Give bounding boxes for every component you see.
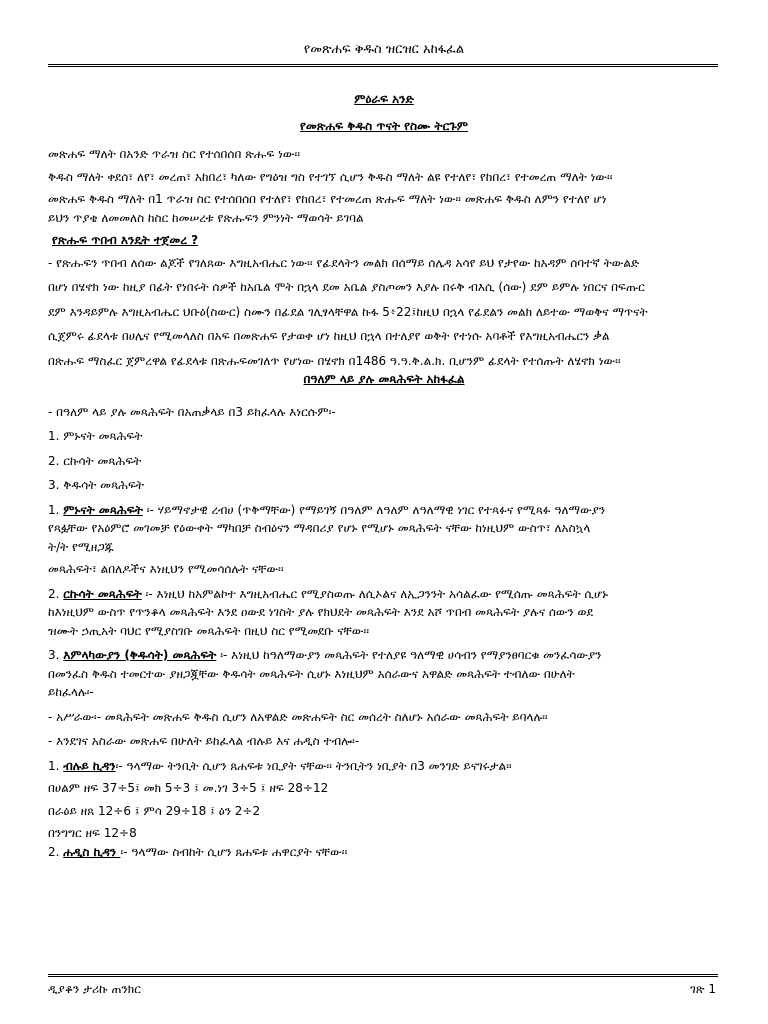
paragraph-line: በሆነ በሄኖክ ነው ከዚያ በፊት የነበሩት ሰዎች ከአቤል ሞት በኋላ ደመ አቤል ያስጦመን እያሉ በሩቅ ብእሲ (ሰው) ደም ይምሉ ነበርና በፍጡር [48,280,645,294]
item-number: 1. [48,758,64,773]
item-term: ርኩሳት መጻሕፍት [63,586,142,601]
definition-bible-line-2: ይህን ጥያቄ ለመመለስ ከስር ከመሠረቱ የጽሑፍን ምንነት ማወሳት ይገባል [48,210,364,225]
footer-page-number: ገጽ 1 [690,982,716,996]
writing-origin-paragraph [48,254,720,371]
item1-line-1 [48,501,720,520]
writing-origin-title: የጽሑፍ ጥበብ እንዴት ተጀመረ ? [52,233,199,247]
old-testament-line [48,757,720,776]
definition-bible-line-1: መጽሐፍ ቅዱስ ማለት በ1 ጥራዝ ስር የተሰበሰበ የተለየ፣ የከበረ፣ የተመረጠ ጽሑፍ ማለት ነው፡፡ መጽሐፍ ቅዱስ ለምን የተለየ ሆነ [48,192,607,206]
item-number: 1. [48,502,64,517]
item1-line-2: የጻፏቸው የአዕምሮ መገመቻ የዕውቀት ማካበቻ ስብዕናን ማዳበሪያ የሆኑ የሚሆኑ መጻሕፍት ናቸው ከነዚህም ውስጥ፣ ለአስኳላ [48,521,591,535]
item-text: ፡- እነዚህ ከዓለማውያን መጻሕፍት የተለያዩ ዓለማዊ ሀሳብን የማያንፀባርቁ መንፈሳውያን [216,648,602,662]
paragraph-line: ሲጀምሩ ፊደላቱ በሀሌና የሚመላለስ በአፍ በመጽሐፍ የታወቀ ሆነ ከዚህ በኋላ በተለያየ ወቅት የተነሱ አባቶች የእግዚአብሔርን ቃል [48,329,610,343]
list-item: 3. ቅዱሳት መጻሕፍት [48,478,144,492]
item2-line-1 [48,585,720,604]
scripture-reference: በሀልም ዘፍ 37÷5፤ መክ 5÷3 ፤ መ.ነገ 3÷5 ፤ ዘፍ 28÷12 [48,781,329,795]
section-title: የመጽሐፍ ቅዱስ ጥናት የስሙ ትርጉም [300,118,468,133]
footer-divider [48,974,718,977]
definition-book: መጽሐፍ ማለት በአንድ ጥራዝ ስር የተሰበሰበ ጽሑፍ ነው፡፡ [48,147,301,161]
item-term: እምላካውያን (ቅዱሳት) መጻሕፍት [63,648,217,662]
asrau-paragraph: - አሥራው፡- መጻሕፍት መጽሐፍ ቅዱስ ሲሆን ለአዋልድ መጽሐፍት ስር መሰረት ስለሆኑ አሰራው መጻሕፍት ይባላሉ፡፡ [48,709,548,724]
chapter-title: ምዕራፍ አንድ [354,92,414,106]
new-testament-line [48,843,720,862]
header-divider [48,64,718,67]
item-text: ፡- ዓላማው ስብከት ሲሆን ጸሐፍቱ ሐዋርያት ናቸው፡፡ [120,844,348,859]
list-item: 2. ርኩሳት መጻሕፍት [48,453,142,468]
item3-line-3: ይከፈላሉ፡- [48,685,94,699]
list-item: 1. ምኑናት መጻሕፍት [48,429,143,443]
paragraph-line: በጽሑፍ ማስፈር ጀምረዋል የፊደላቱ በጽሑፍመገለጥ የሆነው በሄኖክ በ1486 ዓ.ዓ.ቅ.ል.ክ. ቢሆንም ፊደላት የተሰጡት ለሄኖክ ነው፡፡ [48,353,621,368]
item-term: ሐዲስ ኪዳን [63,844,121,859]
item3-line-2: በመንፈስ ቅዱስ ተመርተው ያዘጋጇቸው ቅዱሳት መጻሕፍት ሲሆኑ እነዚህም አሰራውና አዋልድ መጻሕፍት ተብለው በሁለት [48,666,575,681]
books-division-title: በዓለም ላይ ያሉ መጻሕፍት አከፋፈል [303,372,465,386]
scripture-reference: በራዕይ ዘጸ 12÷6 ፤ ምሳ 29÷18 ፤ ዕን 2÷2 [48,803,261,818]
item-number: 3. [48,648,64,662]
item-term: ብሉይ ኪዳን [63,758,116,773]
page-header-title: የመጽሐፍ ቅዱስ ዝርዝር አከፋፈል [303,42,465,57]
item-text: ፡- እነዚህ ከአምልኮተ እግዚአብሔር የሚያስወጡ ለሲኦልና ለኢጋንንት አሳልፈው የሚሰጡ መጻሕፍት ሲሆኑ [141,586,609,601]
paragraph-line: ደም እንዳይምሉ እግዚአብሔር ህቡዕ(ስውር) ስሙን በፊደል ገሊፃላቸዋል ኩፋ 5፥22፤ከዚህ በኋላ የፊደልን መልክ ለይተው ማወቅና ማጥናት [48,304,648,319]
item2-line-3: ዝሙት ኃጢአት ባህር የሚያስገቡ መጻሕፍት በዚህ ስር የሚመደቡ ናቸው፡፡ [48,623,370,638]
paragraph-line: - የጽሑፍን ጥበብ ለሰው ልጆች የገለጸው እግዚአብሔር ነው፡፡ የፊደላትን መልክ በሰማይ ሰሌዳ አሳየ ይህ የታየው ከአዳም ሰባተኛ ትውልድ [48,255,640,270]
item3-line-1 [48,646,720,665]
item-term: ምኑናት መጻሕፍት [63,502,143,517]
item-text: ፡- ዓላማው ትንቢት ሲሆን ጸሐፍቱ ነቢያት ናቸው፡፡ ትንቢትን ነቢያት በ3 መንገድ ይናገሩታል፡፡ [115,758,512,773]
item-number: 2. [48,844,64,859]
testament-division: - እንደገና አስራው መጽሐፍ በሁለት ይከፈላል ብሉይ እና ሐዲስ ተብሎ፡- [48,734,360,748]
item1-line-4: መጻሕፍት፣ ልበለዶችና እነዚህን የሚመሳሰሉት ናቸው፡፡ [48,562,284,576]
definition-holy: ቅዱስ ማለት ቀደሰ፣ ለየ፣ መረጠ፣ አከበረ፣ ካለው የግዕዝ ግስ የተገኘ ሲሆን ቅዱስ ማለት ልዩ የተለየ፣ የከበረ፣ የተመረጠ ማለት ነው፡፡ [48,169,613,184]
scripture-reference: በንግግር ዘፍ 12÷8 [48,826,137,840]
footer-author: ዲያቆን ታሪኩ ጠንክር [48,982,141,996]
item-number: 2. [48,586,64,601]
item2-line-2: ከእነዚህም ውስጥ የጥንቆላ መጻሕፍት እንደ ዐውደ ነገስት ያሉ የክህደት መጻሕፍት እንደ አሾ ጥበብ መጻሕፍት ያሉና ሰውን ወደ [48,605,594,619]
document-body [48,90,720,861]
item1-line-3: ት/ት የሚዘጋጁ [48,539,114,554]
books-intro: - በዓለም ላይ ያሉ መጻሕፍት በአጠቃላይ በ3 ይከፈላሉ እነርሱም፡- [48,404,336,419]
item-text: ፡- ሃይማኖታዊ ረብሀ (ጥቅማቸው) የማይገኝ በዓለም ለዓለም ለዓለማዊ ነገር የተጻፉና የሚጻፉ ዓለማውያን [142,502,606,517]
